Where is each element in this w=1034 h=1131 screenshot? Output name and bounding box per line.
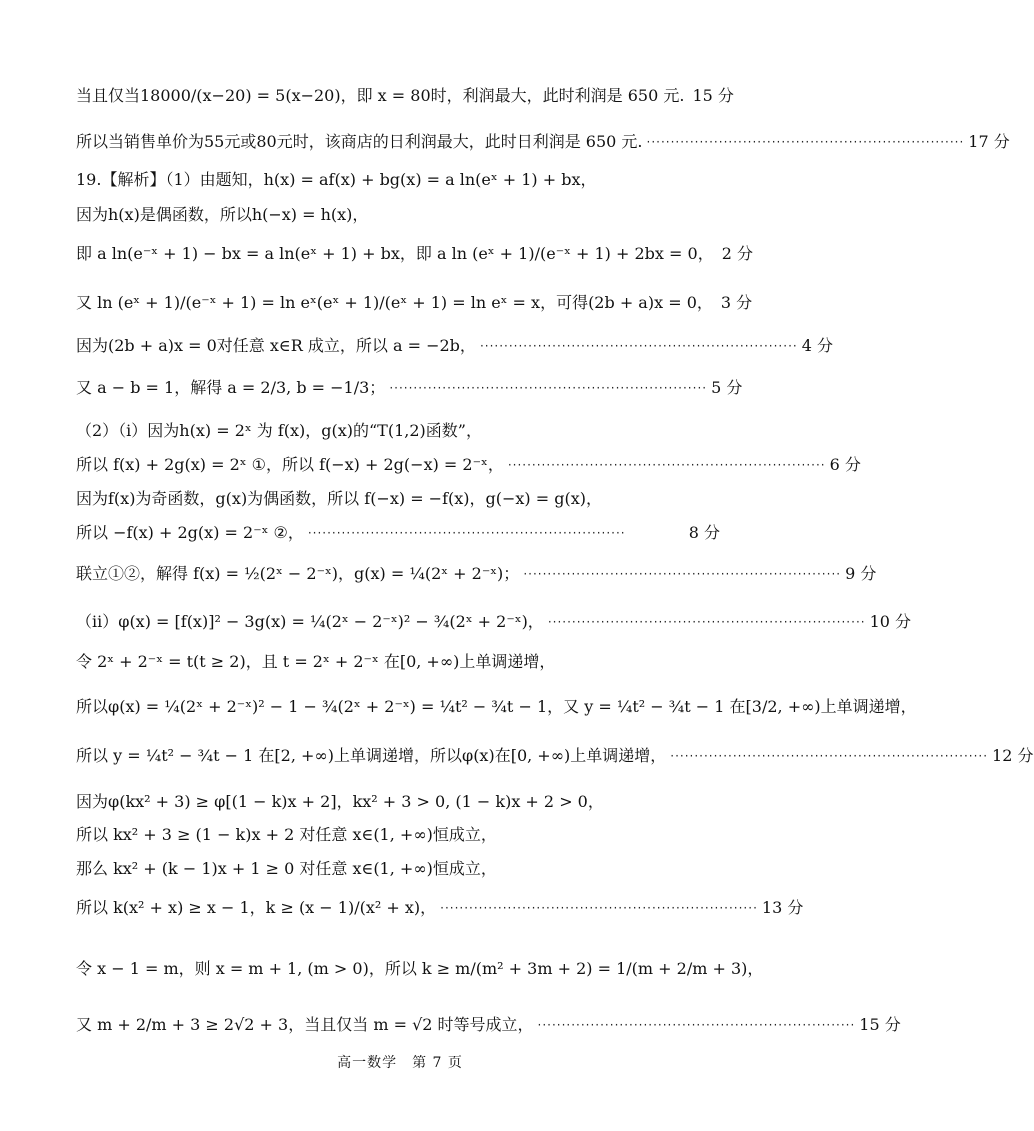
text-line (76, 610, 912, 634)
text-line (76, 957, 764, 981)
line-text: 所以 −f(x) + 2g(x) = 2⁻ˣ ②， (76, 523, 304, 542)
text-line (76, 790, 720, 814)
score-label: 8 分 (688, 523, 720, 542)
text-line (76, 521, 720, 545)
line-text: 联立①②，解得 f(x) = ½(2ˣ − 2⁻ˣ)，g(x) = ¼(2ˣ + 2⁻ˣ)； (76, 564, 520, 583)
score-label: 5 分 (711, 378, 743, 397)
line-text: 19.【解析】（1）由题知，h(x) = af(x) + bg(x) = a ln(eˣ + 1) + bx， (76, 170, 597, 189)
score-label: 4 分 (801, 336, 833, 355)
line-text: 所以φ(x) = ¼(2ˣ + 2⁻ˣ)² − 1 − ¾(2ˣ + 2⁻ˣ) = ¼t² − ¾t − 1，又 y = ¼t² − ¾t − 1 在[3/2, +∞)上单调递增， (76, 697, 917, 716)
score-label: 9 分 (845, 564, 877, 583)
line-text: 因为φ(kx² + 3) ≥ φ[(1 − k)x + 2]，kx² + 3 > 0, (1 − k)x + 2 > 0， (76, 792, 604, 811)
dot-leader: ·································································· (389, 381, 708, 395)
line-text: 令 2ˣ + 2⁻ˣ = t(t ≥ 2)，且 t = 2ˣ + 2⁻ˣ 在[0, +∞)上单调递增， (76, 652, 556, 671)
line-text: 因为f(x)为奇函数，g(x)为偶函数，所以 f(−x) = −f(x)，g(−x) = g(x)， (76, 489, 603, 508)
dot-leader: ·································································· (523, 567, 842, 581)
text-line (76, 203, 720, 227)
dot-leader: ·································································· (547, 615, 866, 629)
score-label: 17 分 (968, 132, 1010, 151)
line-text: 又 ln (eˣ + 1)/(e⁻ˣ + 1) = ln eˣ(eˣ + 1)/(eˣ + 1) = ln eˣ = x，可得(2b + a)x = 0， (76, 293, 713, 312)
text-line (76, 487, 720, 511)
dot-leader: ·································································· (307, 526, 626, 540)
text-line (76, 823, 720, 847)
dot-leader: ·································································· (507, 458, 826, 472)
dot-leader: ·································································· (646, 135, 965, 149)
line-text: 令 x − 1 = m，则 x = m + 1, (m > 0)，所以 k ≥ m/(m² + 3m + 2) = 1/(m + 2/m + 3)， (76, 959, 764, 978)
line-text: 所以 kx² + 3 ≥ (1 − k)x + 2 对任意 x∈(1, +∞)恒成立， (76, 825, 497, 844)
score-label: 15 分 (859, 1015, 901, 1034)
line-text: 又 a − b = 1，解得 a = 2/3, b = −1/3； (76, 378, 386, 397)
dot-leader: ·································································· (670, 749, 989, 763)
score-label: 13 分 (761, 898, 804, 917)
score-label: 10 分 (869, 612, 912, 631)
dot-leader: ·································································· (537, 1018, 856, 1032)
line-text: 因为h(x)是偶函数，所以h(−x) = h(x)， (76, 205, 369, 224)
dot-leader: ·································································· (479, 339, 798, 353)
line-text: 因为(2b + a)x = 0对任意 x∈R 成立，所以 a = −2b， (76, 336, 476, 355)
score-label: 12 分 (992, 746, 1034, 765)
text-line (76, 650, 720, 674)
text-line (76, 857, 720, 881)
text-line (76, 242, 753, 266)
line-text: 又 m + 2/m + 3 ≥ 2√2 + 3，当且仅当 m = √2 时等号成立， (76, 1015, 534, 1034)
text-line (76, 419, 720, 443)
line-text: 所以 f(x) + 2g(x) = 2ˣ ①，所以 f(−x) + 2g(−x) = 2⁻ˣ， (76, 455, 504, 474)
line-text: 所以当销售单价为55元或80元时，该商店的日利润最大，此时日利润是 650 元. (76, 132, 643, 151)
text-line (76, 291, 753, 315)
text-line (76, 376, 743, 400)
line-text: 那么 kx² + (k − 1)x + 1 ≥ 0 对任意 x∈(1, +∞)恒成立， (76, 859, 497, 878)
text-line (76, 453, 861, 477)
text-line (76, 334, 833, 358)
text-line (76, 695, 917, 719)
score-label: 6 分 (829, 455, 861, 474)
text-line (76, 168, 720, 192)
text-line (76, 84, 734, 108)
text-line (76, 896, 804, 920)
score-label: 15 分 (692, 86, 734, 105)
text-line (76, 744, 1034, 768)
score-label: 2 分 (721, 244, 753, 263)
line-text: （2）（i）因为h(x) = 2ˣ 为 f(x)，g(x)的“T(1,2)函数”， (76, 421, 482, 440)
line-text: 即 a ln(e⁻ˣ + 1) − bx = a ln(eˣ + 1) + bx，即 a ln (eˣ + 1)/(e⁻ˣ + 1) + 2bx = 0， (76, 244, 714, 263)
line-text: （ii）φ(x) = [f(x)]² − 3g(x) = ¼(2ˣ − 2⁻ˣ)² − ¾(2ˣ + 2⁻ˣ)， (76, 612, 544, 631)
page-footer: 高一数学 第 7 页 (337, 1055, 463, 1071)
line-text: 当且仅当18000/(x−20) = 5(x−20)，即 x = 80时，利润最大，此时利润是 650 元. (76, 86, 685, 105)
line-text: 所以 y = ¼t² − ¾t − 1 在[2, +∞)上单调递增，所以φ(x)在[0, +∞)上单调递增， (76, 746, 667, 765)
text-line (76, 130, 1010, 154)
score-label: 3 分 (720, 293, 753, 312)
dot-leader: ·································································· (440, 901, 758, 915)
line-text: 所以 k(x² + x) ≥ x − 1，k ≥ (x − 1)/(x² + x)， (76, 898, 437, 917)
text-line (76, 1013, 901, 1037)
text-line (76, 562, 877, 586)
